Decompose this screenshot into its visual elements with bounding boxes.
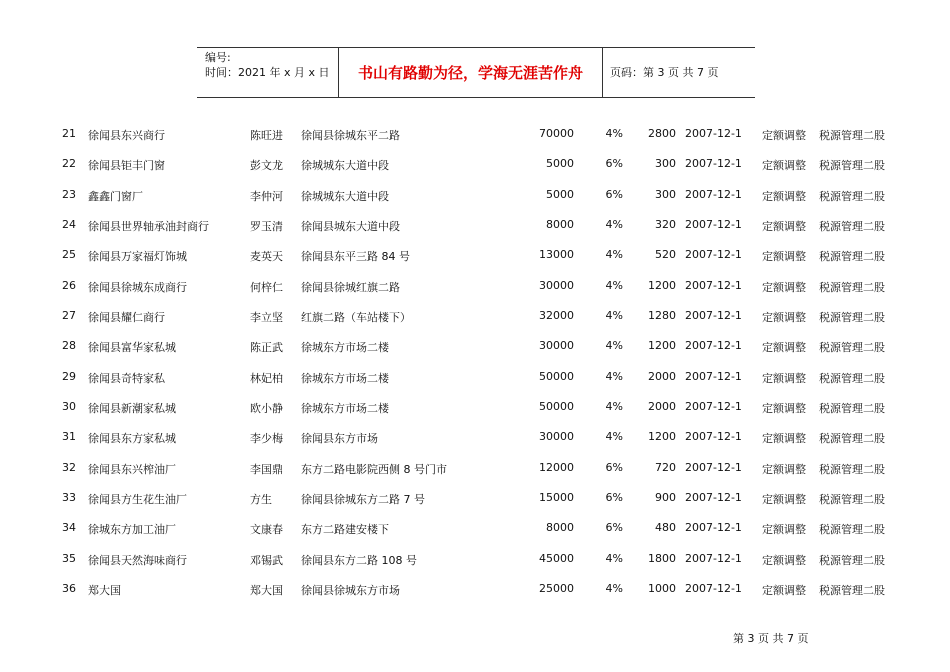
adjustment-type-cell: 定额调整 xyxy=(762,250,806,264)
tax-amount-cell: 300 xyxy=(655,157,676,171)
effective-date-cell: 2007-12-1 xyxy=(685,308,742,322)
sales-amount-cell: 25000 xyxy=(539,581,574,595)
department-cell: 税源管理二股 xyxy=(819,341,885,355)
sales-amount-cell: 15000 xyxy=(539,490,574,504)
business-name-cell: 徐闻县奇特家私 xyxy=(88,371,165,385)
sales-amount-cell: 13000 xyxy=(539,248,574,262)
adjustment-type-cell: 定额调整 xyxy=(762,432,806,446)
sales-amount-cell: 12000 xyxy=(539,460,574,474)
business-name-cell: 徐闻县世界轴承油封商行 xyxy=(88,219,209,233)
department-cell: 税源管理二股 xyxy=(819,523,885,537)
department-cell: 税源管理二股 xyxy=(819,432,885,446)
row-number-cell: 31 xyxy=(62,430,76,444)
adjustment-type-cell: 定额调整 xyxy=(762,371,806,385)
tax-rate-cell: 4% xyxy=(605,369,623,383)
table-row xyxy=(0,301,950,331)
row-number-cell: 28 xyxy=(62,339,76,353)
sales-amount-cell: 50000 xyxy=(539,399,574,413)
effective-date-cell: 2007-12-1 xyxy=(685,248,742,262)
tax-amount-cell: 1200 xyxy=(648,339,676,353)
row-number-cell: 24 xyxy=(62,217,76,231)
tax-amount-cell: 720 xyxy=(655,460,676,474)
owner-name-cell: 方生 xyxy=(250,492,272,506)
tax-amount-cell: 2000 xyxy=(648,399,676,413)
tax-amount-cell: 1000 xyxy=(648,581,676,595)
owner-name-cell: 彭文龙 xyxy=(250,159,283,173)
business-address-cell: 徐闻县徐城东方二路 7 号 xyxy=(301,492,425,506)
table-row xyxy=(0,483,950,513)
department-cell: 税源管理二股 xyxy=(819,583,885,597)
business-address-cell: 徐闻县徐城红旗二路 xyxy=(301,280,400,294)
table-row xyxy=(0,392,950,422)
business-name-cell: 徐闻县新潮家私城 xyxy=(88,401,176,415)
adjustment-type-cell: 定额调整 xyxy=(762,159,806,173)
row-number-cell: 34 xyxy=(62,521,76,535)
effective-date-cell: 2007-12-1 xyxy=(685,339,742,353)
business-address-cell: 徐城城东大道中段 xyxy=(301,189,389,203)
table-row xyxy=(0,574,950,604)
table-row xyxy=(0,271,950,301)
department-cell: 税源管理二股 xyxy=(819,280,885,294)
sales-amount-cell: 45000 xyxy=(539,551,574,565)
tax-amount-cell: 1800 xyxy=(648,551,676,565)
tax-rate-cell: 4% xyxy=(605,248,623,262)
tax-table xyxy=(0,119,950,604)
tax-rate-cell: 4% xyxy=(605,308,623,322)
adjustment-type-cell: 定额调整 xyxy=(762,189,806,203)
tax-amount-cell: 1200 xyxy=(648,430,676,444)
row-number-cell: 27 xyxy=(62,308,76,322)
department-cell: 税源管理二股 xyxy=(819,462,885,476)
business-name-cell: 徐闻县东方家私城 xyxy=(88,432,176,446)
row-number-cell: 23 xyxy=(62,187,76,201)
tax-amount-cell: 2800 xyxy=(648,127,676,140)
owner-name-cell: 陈正武 xyxy=(250,341,283,355)
tax-amount-cell: 1280 xyxy=(648,308,676,322)
business-name-cell: 徐闻县万家福灯饰城 xyxy=(88,250,187,264)
business-address-cell: 徐闻县徐城东方市场 xyxy=(301,583,400,597)
tax-rate-cell: 4% xyxy=(605,127,623,140)
business-name-cell: 徐闻县方生花生油厂 xyxy=(88,492,187,506)
row-number-cell: 35 xyxy=(62,551,76,565)
table-row xyxy=(0,119,950,149)
adjustment-type-cell: 定额调整 xyxy=(762,553,806,567)
header-divider-right xyxy=(602,47,603,98)
owner-name-cell: 文康春 xyxy=(250,523,283,537)
business-name-cell: 徐闻县东兴榨油厂 xyxy=(88,462,176,476)
business-address-cell: 东方二路建安楼下 xyxy=(301,523,389,537)
tax-rate-cell: 6% xyxy=(605,157,623,171)
table-row xyxy=(0,544,950,574)
business-name-cell: 徐闻县钜丰门窗 xyxy=(88,159,165,173)
department-cell: 税源管理二股 xyxy=(819,189,885,203)
owner-name-cell: 李立坚 xyxy=(250,310,283,324)
doc-date: 时间：2021 年 x 月 x 日 xyxy=(205,66,330,79)
effective-date-cell: 2007-12-1 xyxy=(685,430,742,444)
sales-amount-cell: 8000 xyxy=(546,217,574,231)
business-address-cell: 红旗二路（车站楼下） xyxy=(301,310,411,324)
tax-rate-cell: 4% xyxy=(605,339,623,353)
table-row xyxy=(0,240,950,270)
department-cell: 税源管理二股 xyxy=(819,250,885,264)
tax-amount-cell: 320 xyxy=(655,217,676,231)
business-address-cell: 徐闻县东平三路 84 号 xyxy=(301,250,410,264)
sales-amount-cell: 30000 xyxy=(539,339,574,353)
adjustment-type-cell: 定额调整 xyxy=(762,341,806,355)
owner-name-cell: 林妃柏 xyxy=(250,371,283,385)
adjustment-type-cell: 定额调整 xyxy=(762,523,806,537)
header-left-cell xyxy=(205,50,330,80)
adjustment-type-cell: 定额调整 xyxy=(762,280,806,294)
adjustment-type-cell: 定额调整 xyxy=(762,401,806,415)
sales-amount-cell: 30000 xyxy=(539,430,574,444)
tax-amount-cell: 300 xyxy=(655,187,676,201)
adjustment-type-cell: 定额调整 xyxy=(762,492,806,506)
table-row xyxy=(0,149,950,179)
sales-amount-cell: 30000 xyxy=(539,278,574,292)
business-address-cell: 徐闻县徐城东平二路 xyxy=(301,129,400,142)
tax-rate-cell: 4% xyxy=(605,278,623,292)
business-address-cell: 徐城东方市场二楼 xyxy=(301,341,389,355)
tax-rate-cell: 6% xyxy=(605,490,623,504)
department-cell: 税源管理二股 xyxy=(819,159,885,173)
row-number-cell: 33 xyxy=(62,490,76,504)
effective-date-cell: 2007-12-1 xyxy=(685,187,742,201)
header-page-code: 页码：第 3 页 共 7 页 xyxy=(610,66,719,79)
tax-rate-cell: 4% xyxy=(605,551,623,565)
tax-rate-cell: 4% xyxy=(605,581,623,595)
sales-amount-cell: 32000 xyxy=(539,308,574,322)
row-number-cell: 26 xyxy=(62,278,76,292)
business-address-cell: 徐闻县东方二路 108 号 xyxy=(301,553,417,567)
adjustment-type-cell: 定额调整 xyxy=(762,462,806,476)
tax-rate-cell: 4% xyxy=(605,430,623,444)
row-number-cell: 32 xyxy=(62,460,76,474)
effective-date-cell: 2007-12-1 xyxy=(685,521,742,535)
tax-rate-cell: 4% xyxy=(605,217,623,231)
table-row xyxy=(0,210,950,240)
sales-amount-cell: 50000 xyxy=(539,369,574,383)
business-name-cell: 徐城东方加工油厂 xyxy=(88,523,176,537)
adjustment-type-cell: 定额调整 xyxy=(762,129,806,142)
table-row xyxy=(0,180,950,210)
adjustment-type-cell: 定额调整 xyxy=(762,310,806,324)
effective-date-cell: 2007-12-1 xyxy=(685,278,742,292)
business-address-cell: 徐城东方市场二楼 xyxy=(301,401,389,415)
department-cell: 税源管理二股 xyxy=(819,371,885,385)
tax-amount-cell: 900 xyxy=(655,490,676,504)
row-number-cell: 22 xyxy=(62,157,76,171)
doc-number-label: 编号: xyxy=(205,51,231,64)
effective-date-cell: 2007-12-1 xyxy=(685,399,742,413)
department-cell: 税源管理二股 xyxy=(819,401,885,415)
business-name-cell: 徐闻县富华家私城 xyxy=(88,341,176,355)
row-number-cell: 30 xyxy=(62,399,76,413)
sales-amount-cell: 5000 xyxy=(546,187,574,201)
row-number-cell: 21 xyxy=(62,127,76,140)
sales-amount-cell: 8000 xyxy=(546,521,574,535)
department-cell: 税源管理二股 xyxy=(819,553,885,567)
owner-name-cell: 麦英天 xyxy=(250,250,283,264)
effective-date-cell: 2007-12-1 xyxy=(685,369,742,383)
effective-date-cell: 2007-12-1 xyxy=(685,460,742,474)
department-cell: 税源管理二股 xyxy=(819,492,885,506)
business-address-cell: 东方二路电影院西侧 8 号门市 xyxy=(301,462,447,476)
table-row xyxy=(0,453,950,483)
business-name-cell: 徐闻县耀仁商行 xyxy=(88,310,165,324)
department-cell: 税源管理二股 xyxy=(819,310,885,324)
tax-amount-cell: 480 xyxy=(655,521,676,535)
table-row xyxy=(0,331,950,361)
header-motto: 书山有路勤为径，学海无涯苦作舟 xyxy=(357,64,583,82)
owner-name-cell: 李国鼎 xyxy=(250,462,283,476)
tax-rate-cell: 4% xyxy=(605,399,623,413)
owner-name-cell: 何梓仁 xyxy=(250,280,283,294)
table-row xyxy=(0,422,950,452)
tax-rate-cell: 6% xyxy=(605,187,623,201)
business-address-cell: 徐城城东大道中段 xyxy=(301,159,389,173)
department-cell: 税源管理二股 xyxy=(819,219,885,233)
tax-amount-cell: 1200 xyxy=(648,278,676,292)
owner-name-cell: 邓锡武 xyxy=(250,553,283,567)
business-address-cell: 徐城东方市场二楼 xyxy=(301,371,389,385)
business-name-cell: 鑫鑫门窗厂 xyxy=(88,189,143,203)
effective-date-cell: 2007-12-1 xyxy=(685,217,742,231)
adjustment-type-cell: 定额调整 xyxy=(762,219,806,233)
business-name-cell: 徐闻县徐城东成商行 xyxy=(88,280,187,294)
effective-date-cell: 2007-12-1 xyxy=(685,127,742,140)
business-address-cell: 徐闻县城东大道中段 xyxy=(301,219,400,233)
owner-name-cell: 李少梅 xyxy=(250,432,283,446)
tax-rate-cell: 6% xyxy=(605,460,623,474)
owner-name-cell: 陈旺进 xyxy=(250,129,283,142)
department-cell: 税源管理二股 xyxy=(819,129,885,142)
table-row xyxy=(0,513,950,543)
effective-date-cell: 2007-12-1 xyxy=(685,157,742,171)
row-number-cell: 25 xyxy=(62,248,76,262)
business-name-cell: 徐闻县东兴商行 xyxy=(88,129,165,142)
adjustment-type-cell: 定额调整 xyxy=(762,583,806,597)
row-number-cell: 36 xyxy=(62,581,76,595)
sales-amount-cell: 70000 xyxy=(539,127,574,140)
row-number-cell: 29 xyxy=(62,369,76,383)
owner-name-cell: 李仲河 xyxy=(250,189,283,203)
effective-date-cell: 2007-12-1 xyxy=(685,490,742,504)
business-name-cell: 郑大国 xyxy=(88,583,121,597)
effective-date-cell: 2007-12-1 xyxy=(685,551,742,565)
table-row xyxy=(0,362,950,392)
page-footer: 第 3 页 共 7 页 xyxy=(733,632,809,645)
owner-name-cell: 罗玉清 xyxy=(250,219,283,233)
owner-name-cell: 欧小静 xyxy=(250,401,283,415)
business-address-cell: 徐闻县东方市场 xyxy=(301,432,378,446)
tax-amount-cell: 2000 xyxy=(648,369,676,383)
owner-name-cell: 郑大国 xyxy=(250,583,283,597)
tax-rate-cell: 6% xyxy=(605,521,623,535)
business-name-cell: 徐闻县天然海味商行 xyxy=(88,553,187,567)
sales-amount-cell: 5000 xyxy=(546,157,574,171)
effective-date-cell: 2007-12-1 xyxy=(685,581,742,595)
tax-amount-cell: 520 xyxy=(655,248,676,262)
